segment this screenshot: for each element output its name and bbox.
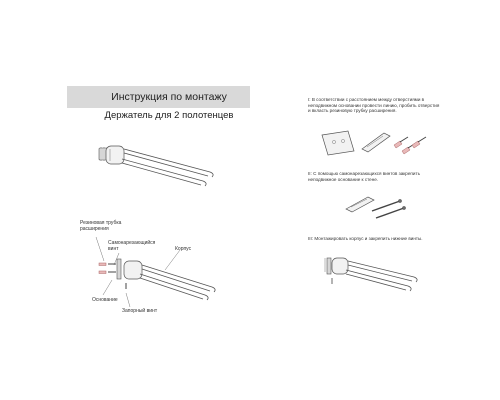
step-3-text: III: Монтажировать корпус и закрепить нижние винты. [308, 236, 423, 241]
step-3-assembly-drawing [250, 250, 500, 300]
right-page [250, 0, 500, 400]
exploded-sleeves [99, 263, 106, 274]
callout-body: Корпус [175, 246, 192, 252]
callout-rubber-sleeve: Резиновая трубка расширения [80, 220, 122, 232]
step-2-parts-drawing [250, 185, 500, 225]
mounting-plate-front [322, 131, 354, 155]
holder-wall-mount [99, 146, 124, 164]
exploded-screws [108, 264, 116, 272]
mounting-plate-side-2 [346, 197, 374, 212]
step-1-parts-drawing [250, 125, 500, 165]
callout-base: Основание [92, 297, 118, 303]
screws-with-sleeves [394, 137, 426, 154]
assembled-holder [325, 258, 417, 291]
mounting-plate-side [362, 133, 390, 152]
step-2-text: II: С помощью самонарезающихся винтов закрепить неподвижное основание к стене. [308, 171, 420, 182]
product-subtitle: Держатель для 2 полотенцев [104, 110, 234, 121]
holder-arms [122, 149, 213, 186]
instruction-title: Инструкция по монтажу [67, 86, 271, 108]
towel-holder-drawing-top [0, 135, 250, 215]
exploded-assembly-drawing [0, 225, 250, 325]
callout-locking-screw: Запорный винт [122, 308, 158, 314]
self-tapping-screws [372, 199, 406, 218]
exploded-body [124, 261, 215, 300]
exploded-base [117, 259, 121, 279]
step-1-text: I: В соответствии с расстоянием между отверстиями в неподвижном основании провести линию, пробить отверстия и вкласть резиновую трубку расширения. [308, 97, 440, 114]
callout-self-tapping-screw: Самонарезающийся винт [108, 240, 156, 252]
